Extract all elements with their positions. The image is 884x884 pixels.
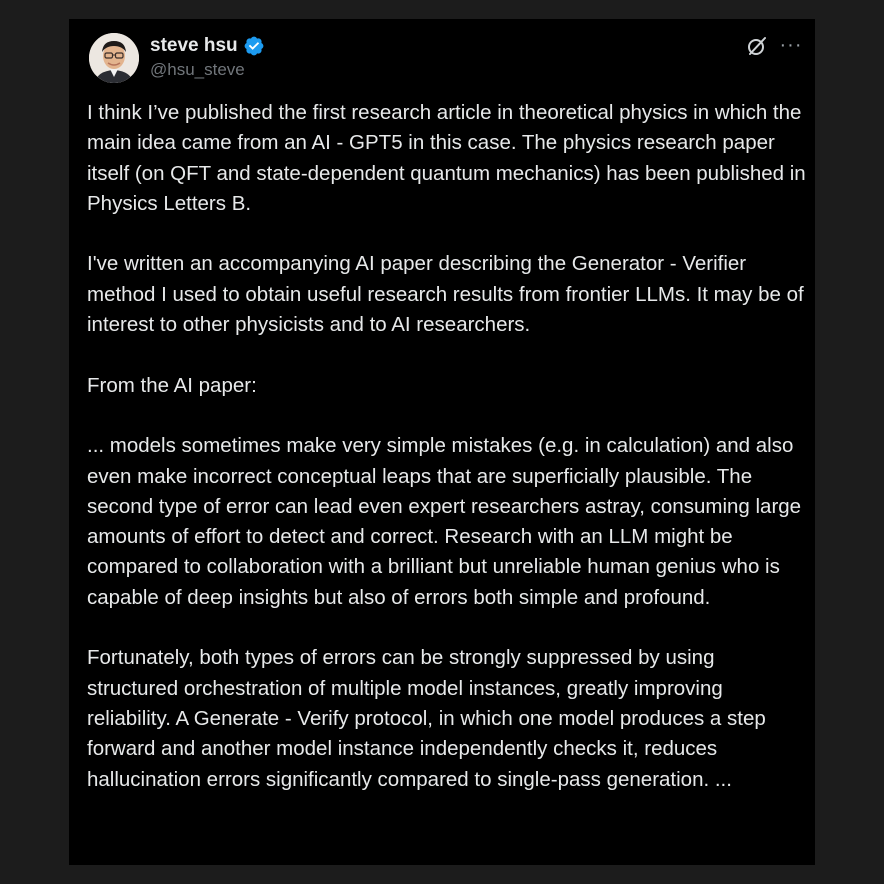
tweet-paragraph: I've written an accompanying AI paper describing the Generator - Verifier method I used to obtain useful research results from frontier LLMs. It may be of interest to other physicists and to AI researchers. — [87, 252, 804, 337]
tweet-paragraph: I think I’ve published the first research article in theoretical physics in which the main idea came from an AI - GPT5 in this case. The physics research paper itself (on QFT and state-dependent quantum mechanics) has been published in Physics Letters B. — [87, 101, 806, 215]
avatar-photo-icon — [89, 33, 139, 83]
grok-icon[interactable] — [745, 34, 769, 58]
tweet-header — [69, 19, 815, 109]
author-info — [150, 35, 265, 80]
more-options-icon[interactable]: ··· — [779, 34, 803, 56]
tweet-card — [69, 19, 815, 865]
author-name-row — [150, 35, 265, 57]
author-avatar[interactable] — [89, 33, 139, 83]
tweet-text — [87, 98, 807, 795]
tweet-paragraph: ... models sometimes make very simple mistakes (e.g. in calculation) and also even make incorrect conceptual leaps that are superficially plausible. The second type of error can lead even expert researchers astray, consuming large amounts of effort to detect and correct. Research with an LLM might be compared to collaboration with a brilliant but unreliable human genius who is capable of deep insights but also of errors both simple and profound. — [87, 434, 802, 609]
tweet-paragraph: Fortunately, both types of errors can be strongly suppressed by using structured orchestration of multiple model instances, greatly improving reliability. A Generate - Verify protocol, in which one model produces a step forward and another model instance independently checks it, reduces hallucination errors significantly compared to single-pass generation. ... — [87, 646, 766, 791]
author-display-name[interactable]: steve hsu — [150, 35, 238, 56]
verified-badge-icon[interactable] — [243, 35, 265, 57]
author-handle[interactable]: @hsu_steve — [150, 60, 245, 79]
tweet-paragraph: From the AI paper: — [87, 373, 257, 397]
